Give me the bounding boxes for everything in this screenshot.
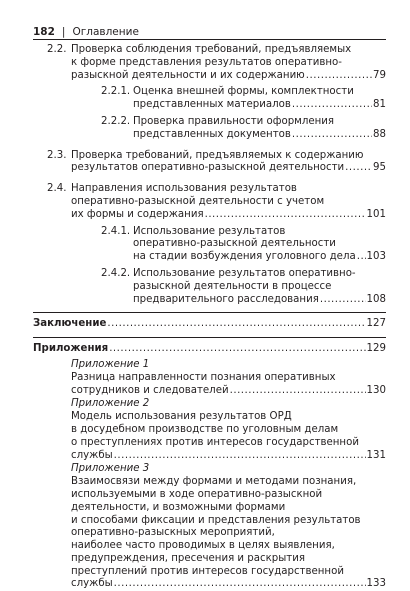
appendix-label: Приложение 2	[71, 398, 150, 410]
entry-line: деятельности, и возможными формами	[71, 501, 286, 513]
leader-dots	[114, 578, 366, 591]
entry-page: 129	[366, 343, 386, 355]
entry-page: 108	[366, 293, 386, 305]
entry-last-line: службы ..... 131	[71, 450, 386, 463]
entry-last-line: службы ..... 133	[71, 578, 386, 591]
entry-line: преступлений против интересов государственной	[71, 565, 344, 577]
entry-page: 133	[366, 578, 386, 590]
entry-number: 2.2.	[47, 44, 67, 55]
toc-entry-2-4-2[interactable]	[33, 268, 386, 306]
entry-number: 2.4.1.	[101, 225, 131, 237]
entry-line: Использование результатов оперативно-	[133, 267, 356, 279]
entry-line: Проверка соблюдения требований, предъявляемых	[71, 44, 352, 55]
toc-entry-2-2[interactable]	[33, 44, 386, 82]
leader-dots	[357, 251, 366, 264]
appendix-label: Приложение 1	[71, 358, 150, 370]
entry-page: 101	[366, 208, 386, 220]
entry-line: к форме представления результатов оперативно-	[71, 56, 342, 68]
entry-page: 95	[373, 162, 386, 174]
page-number: 182	[33, 25, 55, 38]
toc-entry-conclusion[interactable]	[33, 318, 386, 331]
entry-last-line	[33, 343, 386, 356]
entry-last-line: представленных материалов ..... 81	[133, 99, 386, 112]
leader-dots	[230, 385, 366, 398]
entry-line: Разница направленности познания оперативных	[71, 371, 336, 383]
entry-last-line: результатов оперативно-разыскной деятельности ..... 95	[71, 162, 386, 175]
entry-last-line	[33, 318, 386, 331]
toc-entry-appendix-1[interactable]	[71, 359, 386, 397]
entry-number: 2.2.2.	[101, 115, 131, 127]
entry-line: Направления использования результатов	[71, 183, 297, 195]
entry-number: 2.4.2.	[101, 267, 131, 279]
entry-line: Взаимосвязи между формами и методами познания,	[71, 476, 357, 488]
entry-line: оперативно-разыскной деятельности	[133, 238, 336, 250]
entry-line: разыскной деятельности в процессе	[133, 280, 332, 292]
entry-line: в досудебном производстве по уголовным делам	[71, 423, 339, 435]
toc-entry-2-3[interactable]	[33, 150, 386, 176]
entry-label: Заключение	[33, 318, 107, 330]
entry-label: Приложения	[33, 343, 109, 355]
entry-last-line: их формы и содержания ..... 101	[71, 209, 386, 222]
leader-dots	[292, 99, 372, 112]
toc-entry-2-4[interactable]	[33, 183, 386, 221]
entry-line: предупреждения, пресечения и раскрытия	[71, 552, 305, 564]
leader-dots	[292, 129, 372, 142]
entry-line: оперативно-разыскных мероприятий,	[71, 527, 275, 539]
toc-entry-appendix-2[interactable]	[71, 398, 386, 462]
toc-entry-2-4-1[interactable]	[33, 226, 386, 264]
entry-page: 131	[366, 449, 386, 461]
entry-line: Модель использования результатов ОРД	[71, 411, 292, 423]
divider-wrap	[33, 306, 386, 318]
entry-last-line: предварительного расследования ..... 108	[133, 294, 386, 307]
running-header	[33, 24, 386, 40]
entry-page: 88	[373, 128, 386, 140]
appendix-label: Приложение 3	[71, 463, 150, 475]
toc-entry-appendices[interactable]	[33, 343, 386, 356]
section-divider	[33, 312, 386, 313]
entry-line: Проверка требований, предъявляемых к содержанию	[71, 149, 364, 161]
entry-line: оперативно-разыскной деятельности с учетом	[71, 195, 325, 207]
leader-dots	[205, 209, 366, 222]
leader-dots	[107, 318, 365, 331]
leader-dots	[114, 450, 366, 463]
entry-line: Проверка правильности оформления	[133, 115, 335, 127]
entry-number: 2.2.1.	[101, 86, 131, 98]
leader-dots	[320, 294, 366, 307]
entry-page: 127	[366, 318, 386, 330]
toc-entry-2-2-1[interactable]	[33, 86, 386, 112]
table-of-contents	[33, 44, 386, 591]
leader-dots	[109, 343, 365, 356]
entry-number: 2.3.	[47, 149, 67, 161]
entry-line: о преступлениях против интересов государственной	[71, 436, 359, 448]
entry-line: Использование результатов	[133, 225, 286, 237]
entry-line: наиболее часто проводимых в целях выявления,	[71, 540, 335, 552]
entry-page: 130	[366, 384, 386, 396]
entry-line: используемыми в ходе оперативно-разыскной	[71, 488, 323, 500]
toc-entry-2-2-2[interactable]	[33, 116, 386, 142]
entry-line: Оценка внешней формы, комплектности	[133, 86, 354, 98]
header-separator: |	[61, 25, 66, 38]
entry-page: 103	[366, 251, 386, 263]
header-title: Оглавление	[72, 25, 139, 38]
leader-dots	[345, 162, 372, 175]
entry-page: 79	[373, 69, 386, 81]
entry-last-line: разыскной деятельности и их содержанию ..... 79	[71, 70, 386, 83]
entry-number: 2.4.	[47, 183, 67, 195]
entry-line: и способами фиксации и представления результатов	[71, 514, 361, 526]
section-divider	[33, 337, 386, 338]
toc-entry-appendix-3[interactable]	[71, 463, 386, 591]
entry-last-line: сотрудников и следователей ..... 130	[71, 385, 386, 398]
entry-page: 81	[373, 99, 386, 111]
entry-last-line: представленных документов ..... 88	[133, 129, 386, 142]
leader-dots	[306, 70, 372, 83]
divider-wrap	[33, 331, 386, 343]
entry-last-line: на стадии возбуждения уголовного дела ..... 103	[133, 251, 386, 264]
